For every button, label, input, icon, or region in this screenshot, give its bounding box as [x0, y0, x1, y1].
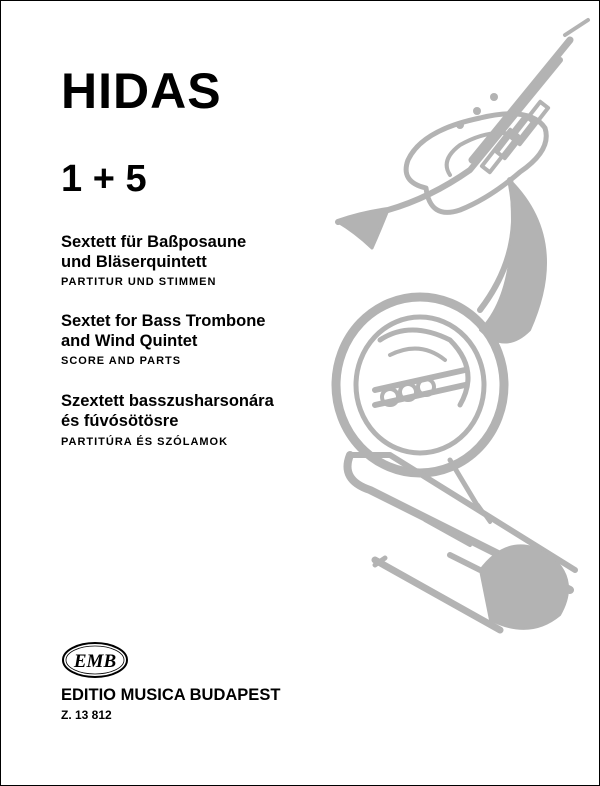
- german-title-line1: Sextett für Baßposaune: [61, 233, 247, 251]
- trumpet-icon: [338, 20, 588, 248]
- emb-logo-text: EMB: [73, 651, 117, 672]
- german-title-line2: und Bläserquintett: [61, 253, 207, 271]
- work-title: 1 + 5: [61, 158, 147, 200]
- hungarian-score-note: PARTITÚRA ÉS SZÓLAMOK: [61, 436, 229, 448]
- english-title-line1: Sextet for Bass Trombone: [61, 312, 266, 330]
- english-title-line2: and Wind Quintet: [61, 332, 198, 350]
- english-score-note: SCORE AND PARTS: [61, 355, 182, 367]
- instruments-illustration: [330, 10, 600, 650]
- publisher-name: EDITIO MUSICA BUDAPEST: [61, 686, 281, 704]
- german-score-note: PARTITUR UND STIMMEN: [61, 276, 217, 288]
- composer-name: HIDAS: [61, 63, 222, 119]
- emb-logo: [61, 641, 129, 679]
- hungarian-title-line1: Szextett basszusharsonára: [61, 392, 274, 410]
- catalog-number: Z. 13 812: [61, 708, 112, 722]
- hungarian-title-line2: és fúvósötösre: [61, 412, 179, 430]
